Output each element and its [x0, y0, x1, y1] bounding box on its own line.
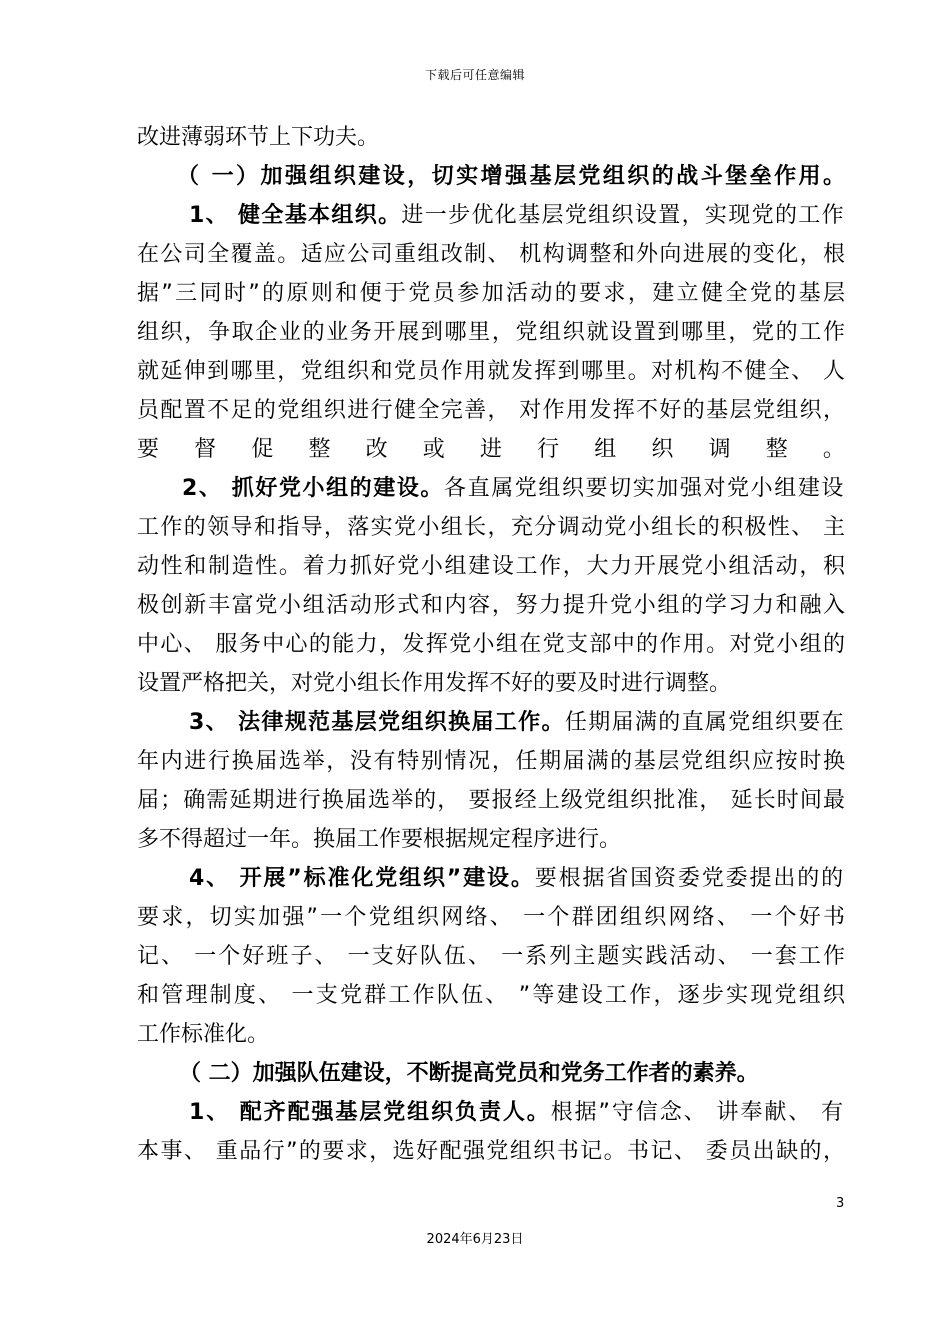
bold-heading-run: 1、 健全基本组织。 [189, 203, 402, 228]
text-run [137, 937, 847, 976]
bold-heading-run: 2、 抓好党小组的建设。 [182, 476, 445, 501]
text-line [137, 1015, 845, 1054]
body-text-run: 中心、 服务中心的能力，发挥党小组在党支部中的作用。对党小组的 [137, 632, 847, 657]
text-run [177, 157, 847, 196]
text-run [137, 274, 847, 313]
text-line [137, 703, 845, 742]
text-line [137, 1054, 845, 1093]
body-text-run: 要求，切实加强”一个党组织网络、 一个群团组织网络、 一个好书 [137, 905, 848, 930]
text-run [137, 547, 847, 586]
text-run [137, 781, 846, 820]
text-line [137, 1093, 845, 1132]
text-char: 整 [308, 437, 331, 462]
text-run [182, 469, 845, 508]
text-char: 调 [708, 437, 731, 462]
document-body [137, 118, 848, 1171]
text-char: 整 [765, 437, 788, 462]
body-text-run: 年内进行换届选举，没有特别情况，任期届满的基层党组织应按时换 [137, 749, 847, 774]
body-text-run: 员配置不足的党组织进行健全完善， 对作用发挥不好的基层党组织， [137, 398, 847, 423]
text-run [137, 352, 846, 391]
body-text-run: 设置严格把关，对党小组长作用发挥不好的要及时进行调整。 [137, 671, 732, 696]
text-run [137, 391, 846, 430]
page-footer-date: 2024年6月23日 [426, 1232, 524, 1247]
text-line [137, 976, 848, 1015]
text-line [137, 391, 845, 430]
text-run [189, 196, 845, 235]
body-text-run: 要根据省国资委党委提出的的 [534, 866, 845, 891]
body-text-run: 组织，争取企业的业务开展到哪里，党组织就设置到哪里，党的工作 [137, 320, 847, 345]
body-text-run: 本事、 重品行”的要求，选好配强党组织书记。书记、 委员出缺的， [137, 1139, 847, 1164]
text-run [137, 664, 731, 703]
text-char: 改 [365, 437, 388, 462]
text-line [137, 196, 845, 235]
text-line [137, 664, 845, 703]
body-text-run: 和管理制度、 一支党群工作队伍、 ”等建设工作，逐步实现党组织 [137, 983, 848, 1008]
text-char: 督 [194, 437, 217, 462]
text-line [137, 313, 845, 352]
bold-heading-run: 4、 开展”标准化党组织”建设。 [189, 866, 535, 891]
text-run [179, 1054, 759, 1093]
body-text-run: 进一步优化基层党组织设置，实现党的工作 [401, 203, 845, 228]
text-line [137, 469, 845, 508]
text-char: 促 [251, 437, 274, 462]
text-char: 进 [479, 437, 502, 462]
text-line [137, 937, 848, 976]
body-text-run: 就延伸到哪里，党组织和党员作用就发挥到哪里。对机构不健全、 人 [137, 359, 847, 384]
text-char: 行 [537, 437, 560, 462]
bold-heading-run: 1、 配齐配强基层党组织负责人。 [189, 1100, 551, 1125]
page-number: 3 [836, 1196, 845, 1211]
body-text-run: 在公司全覆盖。适应公司重组改制、 机构调整和外向进展的变化，根 [137, 242, 847, 267]
text-run [137, 508, 846, 547]
text-line [137, 586, 845, 625]
text-line [137, 430, 845, 469]
text-run [137, 976, 847, 1015]
body-text-run: 根据”守信念、 讲奉献、 有 [550, 1100, 846, 1125]
text-char: 要 [137, 437, 160, 462]
bold-heading-run: （ 二）加强队伍建设，不断提高党员和党务工作者的素养。 [179, 1061, 759, 1086]
text-line [137, 274, 848, 313]
body-text-run: 工作的领导和指导，落实党小组长，充分调动党小组长的积极性、 主 [137, 515, 847, 540]
text-line [137, 157, 848, 196]
text-char: 。 [822, 437, 845, 462]
text-line [137, 742, 845, 781]
text-run [137, 235, 846, 274]
text-char: 织 [651, 437, 674, 462]
text-run [137, 898, 847, 937]
body-text-run: 届；确需延期进行换届选举的， 要报经上级党组织批准， 延长时间最 [137, 788, 847, 813]
text-line [137, 118, 845, 157]
body-text-run: 各直属党组织要切实加强对党小组建设 [444, 476, 845, 501]
body-text-run: 极创新丰富党小组活动形式和内容，努力提升党小组的学习力和融入 [137, 593, 847, 618]
body-text-run: 工作标准化。 [137, 1022, 270, 1047]
body-text-run: 任期届满的直属党组织要在 [564, 710, 845, 735]
text-run [137, 586, 847, 625]
body-text-run: 记、 一个好班子、 一支好队伍、 一系列主题实践活动、 一套工作 [137, 944, 848, 969]
text-line [137, 1132, 845, 1171]
text-run [137, 1132, 846, 1171]
body-text-run: 改进薄弱环节上下功夫。 [137, 125, 380, 150]
text-run [137, 742, 847, 781]
bold-heading-run: （ 一）加强组织建设，切实增强基层党组织的战斗堡垒作用。 [177, 164, 848, 189]
text-run [137, 1015, 269, 1054]
text-run [189, 1093, 845, 1132]
text-run [189, 703, 845, 742]
text-line [137, 625, 845, 664]
text-run [137, 118, 379, 157]
text-line [137, 352, 845, 391]
text-line [137, 235, 845, 274]
body-text-run: 据”三同时”的原则和便于党员参加活动的要求，建立健全党的基层 [137, 281, 848, 306]
text-run [137, 625, 846, 664]
text-char: 或 [422, 437, 445, 462]
page-header: 下载后可任意编辑 [424, 68, 525, 82]
text-line [137, 859, 845, 898]
text-line [137, 508, 845, 547]
body-text-run: 多不得超过一年。换届工作要根据规定程序进行。 [137, 827, 622, 852]
text-run [137, 820, 621, 859]
bold-heading-run: 3、 法律规范基层党组织换届工作。 [189, 710, 565, 735]
text-line [137, 781, 845, 820]
text-run [137, 313, 847, 352]
body-text-run: 动性和制造性。着力抓好党小组建设工作，大力开展党小组活动，积 [137, 554, 847, 579]
text-char: 组 [594, 437, 617, 462]
text-line [137, 547, 845, 586]
text-run [189, 859, 845, 898]
text-line [137, 898, 848, 937]
text-line [137, 820, 845, 859]
